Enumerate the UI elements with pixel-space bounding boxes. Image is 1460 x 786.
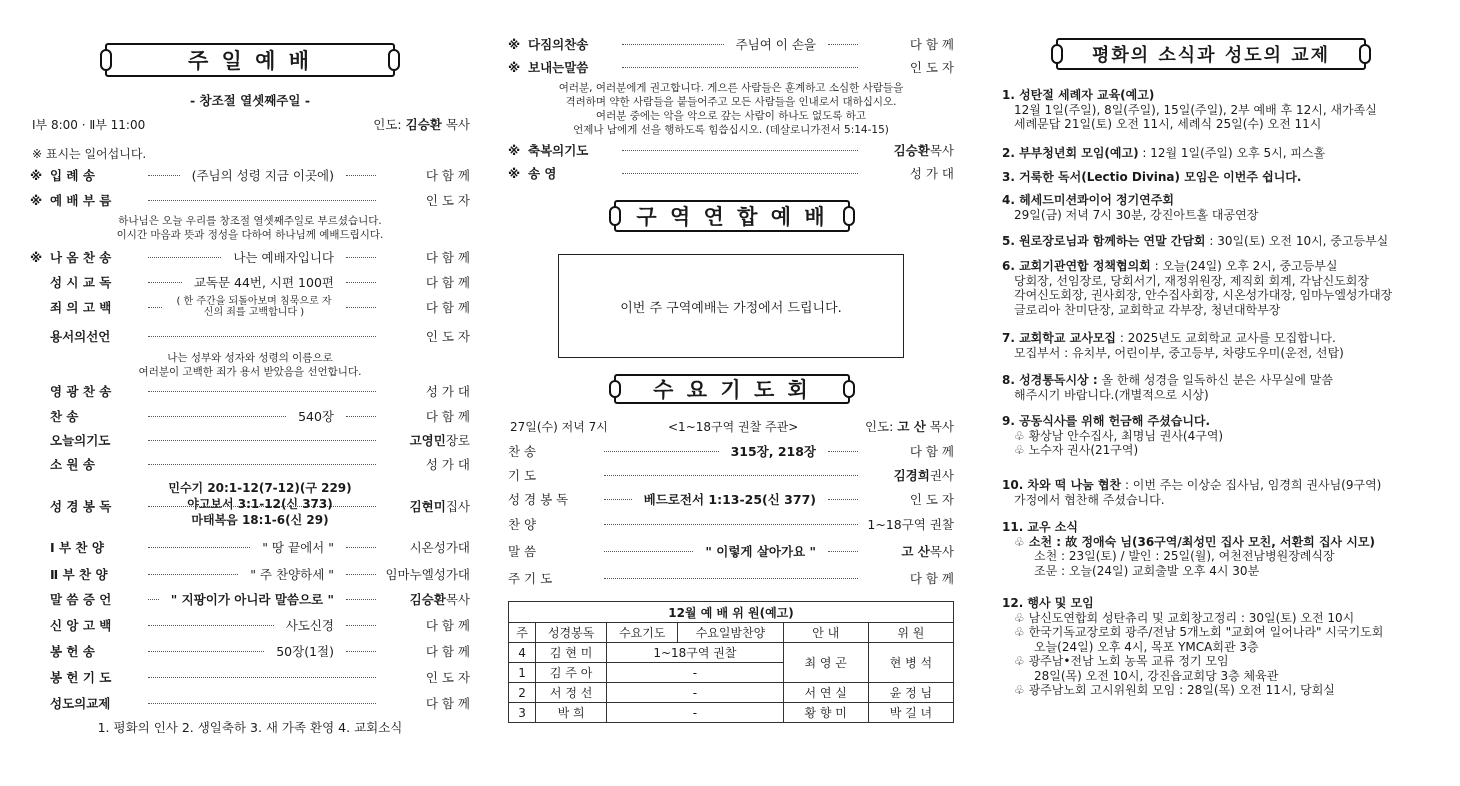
row-responsible	[382, 431, 470, 449]
wednesday-date: 27일(수) 저녁 7시	[510, 420, 608, 434]
row-detail: " 주 찬양하세 "	[250, 567, 334, 582]
news-heading: 10. 차와 떡 나눔 협찬	[1002, 478, 1122, 492]
row-responsible	[864, 466, 954, 484]
dot-leader	[828, 499, 858, 500]
row-label: 예 배 부 름	[50, 193, 112, 208]
row-label: 성 경 봉 독	[50, 499, 112, 514]
row-label: 오늘의기도	[50, 433, 111, 448]
service-times: Ⅰ부 8:00 · Ⅱ부 11:00	[32, 118, 146, 132]
news-heading: 9. 공동식사를 위해 헌금해 주셨습니다.	[1002, 414, 1211, 428]
responsible-role: 인 도 자	[425, 329, 470, 344]
leader-name: 김승환	[405, 117, 442, 132]
row-label: 용서의선언	[50, 329, 111, 344]
worship-row	[30, 642, 470, 660]
dot-leader	[828, 44, 858, 45]
news-item	[1002, 373, 1333, 402]
row-detail: " 이렇게 살아가요 "	[705, 544, 816, 559]
news-item	[1002, 414, 1223, 458]
worship-row	[508, 141, 954, 159]
responsible-role: 시온성가대	[409, 540, 470, 555]
header-member: 위 원	[868, 623, 953, 643]
banner-title: 평화의 소식과 성도의 교제	[1091, 45, 1331, 66]
worship-row	[508, 35, 954, 53]
table-title: 12월 예 배 위 원(예고)	[509, 602, 954, 623]
worship-row	[508, 466, 954, 484]
standing-mark: ※	[508, 165, 521, 181]
worship-row	[508, 442, 954, 460]
news-line: 28일(목) 오전 10시, 강진읍교회당 3층 체육관	[1034, 668, 1279, 683]
december-duty-table	[508, 601, 954, 723]
dot-leader	[148, 599, 159, 600]
row-label: 신 앙 고 백	[50, 618, 112, 633]
responsible-role: 다 함 께	[425, 696, 470, 711]
worship-row	[508, 58, 954, 76]
row-detail: 540장	[298, 409, 334, 424]
row-detail: " 땅 끝에서 "	[262, 540, 334, 555]
standing-mark: ※	[30, 167, 43, 183]
news-line: ♧ 소천 : 故 정애숙 님(36구역/최성민 집사 모친, 서환희 집사 시모)	[1014, 534, 1375, 549]
responsible-role: 다 함 께	[425, 409, 470, 424]
row-label: 보내는말씀	[528, 60, 589, 75]
worship-row	[30, 431, 470, 449]
responsible-role: 성 가 대	[425, 384, 470, 399]
table-header-row	[509, 623, 954, 643]
row-label: 성 경 봉 독	[508, 492, 569, 507]
responsible-name: 김경희	[893, 468, 930, 483]
news-heading-line	[1002, 373, 1333, 388]
row-responsible	[382, 668, 470, 686]
dot-leader	[148, 200, 376, 201]
responsible-role: 목사	[929, 143, 954, 158]
row-responsible	[864, 442, 954, 460]
responsible-role: 다 함 께	[425, 300, 470, 315]
scripture-1: 민수기 20:1-12(7-12)(구 229)	[168, 481, 352, 495]
row-label: 축복의기도	[528, 143, 589, 158]
news-item	[1002, 170, 1301, 185]
row-responsible	[864, 35, 954, 53]
news-item	[1002, 234, 1388, 249]
news-item	[1002, 596, 1383, 698]
subtitle: - 창조절 열셋째주일 -	[189, 93, 311, 108]
news-item	[1002, 193, 1258, 222]
sending-word-4: 언제나 남에게 선을 행하도록 힘씁십시오. (데살로니가전서 5:14-15)	[573, 124, 889, 136]
responsible-role: 인 도 자	[425, 670, 470, 685]
news-detail: : 30일(토) 오전 10시, 중고등부실	[1205, 234, 1389, 248]
dot-leader	[148, 416, 286, 417]
table-row: 1 김 주 아 -	[509, 663, 954, 683]
worship-row	[30, 407, 470, 425]
row-detail: 사도신경	[285, 618, 334, 633]
scripture-2: 야고보서 3:1-12(신 373)	[187, 497, 333, 511]
row-responsible	[382, 590, 470, 608]
header-wed-praise: 수요일밤찬양	[678, 623, 783, 643]
row-responsible	[382, 407, 470, 425]
dot-leader	[148, 625, 274, 626]
district-worship-banner	[614, 200, 850, 232]
row-responsible	[382, 327, 470, 345]
dot-leader	[148, 464, 376, 465]
dot-leader	[622, 150, 858, 151]
row-responsible	[382, 538, 470, 556]
worship-row	[30, 382, 470, 400]
dot-leader	[148, 282, 182, 283]
call-text-1: 하나님은 오늘 우리를 창조절 열셋째주일로 부르셨습니다.	[118, 215, 382, 227]
fellowship-footer: 1. 평화의 인사 2. 생일축하 3. 새 가족 환영 4. 교회소식	[97, 720, 403, 735]
row-responsible	[864, 58, 954, 76]
dot-leader	[148, 651, 264, 652]
worship-row	[30, 248, 470, 266]
row-label: 입 례 송	[50, 168, 95, 183]
responsible-role: 성 가 대	[425, 457, 470, 472]
row-label: Ⅰ 부 찬 양	[50, 540, 104, 555]
responsible-name: 고영민	[409, 433, 446, 448]
news-heading-line	[1002, 234, 1388, 249]
news-detail: : 이번 주는 이상순 집사님, 임경희 권사님(9구역)	[1121, 478, 1382, 492]
header-guide: 안 내	[783, 623, 868, 643]
dot-leader	[346, 175, 376, 176]
dot-leader	[148, 336, 376, 337]
responsible-role: 인 도 자	[909, 492, 954, 507]
news-item	[1002, 259, 1392, 317]
row-label: 말 씀	[508, 544, 537, 559]
dot-leader	[148, 547, 250, 548]
row-label: Ⅱ 부 찬 양	[50, 567, 108, 582]
responsible-role: 다 함 께	[425, 618, 470, 633]
center-column	[508, 0, 954, 786]
row-responsible	[382, 497, 470, 515]
dot-leader	[346, 307, 376, 308]
news-line: 가정에서 협찬해 주셨습니다.	[1014, 492, 1165, 507]
dot-leader	[604, 499, 632, 500]
dot-leader	[622, 44, 724, 45]
standing-mark: ※	[30, 192, 43, 208]
responsible-name: 김승환	[409, 592, 446, 607]
dot-leader	[604, 578, 858, 579]
sending-word-3: 여러분 중에는 악을 악으로 갚는 사람이 하나도 없도록 하고	[595, 110, 867, 122]
worship-row	[508, 542, 954, 560]
news-line: 오늘(24일) 오후 4시, 목포 YMCA회관 3층	[1034, 639, 1259, 654]
row-responsible	[382, 642, 470, 660]
worship-row	[508, 515, 954, 533]
row-detail: 교독문 44번, 시편 100편	[193, 275, 334, 290]
news-heading-line	[1002, 478, 1381, 493]
worship-row	[30, 327, 470, 345]
worship-row	[508, 569, 954, 587]
news-line: 해주시기 바랍니다.(개별적으로 시상)	[1014, 387, 1209, 402]
worship-row	[30, 191, 470, 209]
news-item	[1002, 331, 1344, 360]
dot-leader	[346, 651, 376, 652]
responsible-role: 장로	[445, 433, 470, 448]
worship-row	[30, 538, 470, 556]
news-heading: 8. 성경통독시상 :	[1002, 373, 1098, 387]
row-responsible	[382, 694, 470, 712]
dot-leader	[148, 391, 376, 392]
worship-row	[30, 273, 470, 291]
dot-leader	[604, 475, 858, 476]
responsible-name: 고 산	[901, 544, 930, 559]
dot-leader	[622, 173, 858, 174]
banner-title: 주 일 예 배	[187, 48, 313, 73]
responsible-role: 1~18구역 권찰	[867, 517, 954, 532]
row-responsible	[864, 164, 954, 182]
table-row: 3 박 희 - 황 향 미 박 길 녀	[509, 703, 954, 723]
responsible-role: 임마누엘성가대	[385, 567, 470, 582]
row-detail: (주님의 성령 지금 이곳에)	[191, 168, 334, 183]
news-line: ♧ 노수자 권사(21구역)	[1014, 443, 1139, 457]
row-label: 죄 의 고 백	[50, 300, 112, 315]
responsible-role: 다 함 께	[425, 644, 470, 659]
standing-mark: ※	[30, 249, 43, 265]
row-label: 주 기 도	[508, 571, 553, 586]
sending-word-2: 격려하며 약한 사람들을 붙들어주고 모든 사람들을 인내로서 대하십시오.	[565, 96, 897, 108]
row-label: 성도의교제	[50, 696, 111, 711]
news-heading-line	[1002, 88, 1377, 103]
news-line: 12월 1일(주일), 8일(주일), 15일(주일), 2부 예배 후 12시, 새가족실	[1014, 102, 1377, 117]
news-line: 각여신도회장, 권사회장, 안수집사회장, 시온성가대장, 임마누엘성가대장	[1014, 288, 1393, 302]
news-heading: 11. 교우 소식	[1002, 520, 1078, 534]
news-item	[1002, 146, 1325, 161]
news-line: ♧ 남신도연합회 성탄츄리 및 교회창고정리 : 30일(토) 오전 10시	[1014, 610, 1355, 625]
news-detail: : 2025년도 교회학교 교사를 모집합니다.	[1116, 331, 1336, 345]
row-label: 찬 송	[508, 444, 537, 459]
responsible-name: 김승환	[893, 143, 930, 158]
worship-row	[30, 590, 470, 608]
row-detail: 베드로전서 1:13-25(신 377)	[643, 492, 816, 507]
news-column	[1002, 0, 1438, 786]
standing-mark: ※	[508, 59, 521, 75]
row-detail: " 지팡이가 아니라 말씀으로 "	[170, 592, 334, 607]
row-label: 영 광 찬 송	[50, 384, 112, 399]
worship-order-column	[30, 0, 470, 786]
news-heading-line	[1002, 146, 1325, 161]
news-heading-line	[1002, 193, 1258, 208]
news-item	[1002, 520, 1375, 578]
news-heading-line	[1002, 331, 1344, 346]
row-detail: 주님여 이 손을	[735, 37, 816, 52]
row-label: 찬 양	[508, 517, 537, 532]
row-detail: ( 한 주간을 되돌아보며 침묵으로 자신의 죄를 고백합니다 )	[176, 296, 332, 318]
row-label: 다짐의찬송	[528, 37, 589, 52]
dot-leader	[148, 257, 221, 258]
wednesday-prayer-banner	[614, 374, 850, 404]
news-line: 소천 : 23일(토) / 발인 : 25일(월), 여천전남병원장례식장	[1034, 549, 1335, 563]
header-wed-prayer: 수요기도	[607, 623, 678, 643]
responsible-role: 인 도 자	[909, 60, 954, 75]
news-line: ♧ 한국기독교장로회 광주/전남 5개노회 "교회여 일어나라" 시국기도회	[1014, 625, 1384, 639]
banner-title: 수 요 기 도 회	[653, 377, 811, 402]
responsible-role: 다 함 께	[425, 250, 470, 265]
responsible-role: 다 함 께	[425, 168, 470, 183]
worship-row	[30, 455, 470, 473]
news-heading: 2. 부부청년회 모임(예고)	[1002, 146, 1139, 160]
news-heading-line	[1002, 170, 1301, 185]
worship-row	[508, 164, 954, 182]
row-responsible	[382, 565, 470, 583]
news-heading: 3. 거룩한 독서(Lectio Divina) 모임은 이번주 쉽니다.	[1002, 170, 1302, 184]
news-detail: 올 한해 성경을 일독하신 분은 사무실에 말씀	[1097, 373, 1333, 387]
worship-row	[30, 565, 470, 583]
worship-row	[30, 694, 470, 712]
row-responsible	[864, 569, 954, 587]
news-detail: : 12월 1일(주일) 오후 5시, 피스홀	[1138, 146, 1326, 160]
worship-row	[30, 668, 470, 686]
dot-leader	[148, 307, 162, 308]
worship-row	[30, 166, 470, 184]
responsible-role: 다 함 께	[909, 444, 954, 459]
row-label: 송 영	[528, 166, 557, 181]
dot-leader	[346, 416, 376, 417]
row-responsible	[864, 141, 954, 159]
responsible-role: 권사	[929, 468, 954, 483]
wednesday-host: <1~18구역 권찰 주관>	[668, 420, 799, 434]
news-heading-line	[1002, 259, 1392, 274]
responsible-role: 다 함 께	[909, 37, 954, 52]
responsible-role: 다 함 께	[909, 571, 954, 586]
dot-leader	[148, 175, 180, 176]
row-responsible	[382, 248, 470, 266]
row-label: 소 원 송	[50, 457, 95, 472]
row-label: 기 도	[508, 468, 537, 483]
standing-mark: ※	[508, 36, 521, 52]
row-responsible	[382, 191, 470, 209]
responsible-role: 집사	[445, 499, 470, 514]
dot-leader	[604, 524, 858, 525]
row-label: 나 옴 찬 송	[50, 250, 112, 265]
news-line: 글로리아 찬미단장, 교회학교 각부장, 청년대학부장	[1014, 302, 1281, 317]
news-banner	[1056, 38, 1366, 70]
news-item	[1002, 478, 1381, 507]
news-line: ♧ 광주남노회 고시위원회 모임 : 28일(목) 오전 11시, 당회실	[1014, 683, 1335, 697]
news-heading: 6. 교회기관연합 정책협의회	[1002, 259, 1151, 273]
row-responsible	[864, 490, 954, 508]
dot-leader	[604, 451, 719, 452]
news-detail: : 오늘(24일) 오후 2시, 중고등부실	[1150, 259, 1338, 273]
district-notice-box	[558, 254, 904, 358]
news-line: ♧ 광주남•전남 노회 농목 교류 정기 모임	[1014, 654, 1229, 668]
header-reader: 성경봉독	[536, 623, 607, 643]
news-line: 세례문답 21일(토) 오전 11시, 세례식 25일(수) 오전 11시	[1014, 117, 1322, 131]
row-responsible	[382, 298, 470, 316]
banner-title: 구 역 연 합 예 배	[636, 204, 828, 229]
row-detail: 50장(1절)	[276, 644, 334, 659]
news-line: 29일(금) 저녁 7시 30분, 강진아트홀 대공연장	[1014, 207, 1259, 222]
standing-mark: ※	[508, 142, 521, 158]
news-heading: 12. 행사 및 모임	[1002, 596, 1094, 610]
news-heading-line	[1002, 414, 1223, 429]
row-responsible	[382, 616, 470, 634]
dot-leader	[604, 551, 693, 552]
row-responsible	[864, 542, 954, 560]
news-heading-line	[1002, 520, 1375, 535]
news-line: 조문 : 오늘(24일) 교회출발 오후 4시 30분	[1034, 563, 1260, 578]
dot-leader	[346, 547, 376, 548]
leader: 인도: 김승환 목사	[373, 117, 470, 132]
call-text-2: 이시간 마음과 뜻과 정성을 다하여 하나님께 예배드립시다.	[116, 229, 384, 241]
responsible-role: 다 함 께	[425, 275, 470, 290]
dot-leader	[622, 67, 858, 68]
sunday-worship-banner	[105, 43, 395, 77]
row-label: 봉 헌 기 도	[50, 670, 112, 685]
row-label: 봉 헌 송	[50, 644, 95, 659]
dot-leader	[148, 677, 376, 678]
news-line: ♧ 황상남 안수집사, 최명님 권사(4구역)	[1014, 428, 1224, 443]
row-detail: 315장, 218장	[730, 444, 816, 459]
row-responsible	[864, 515, 954, 533]
row-label: 말 씀 증 언	[50, 592, 112, 607]
responsible-name: 김현미	[409, 499, 446, 514]
dot-leader	[346, 574, 376, 575]
news-line: 모집부서 : 유치부, 어린이부, 중고등부, 차량도우미(운전, 선탑)	[1014, 345, 1344, 360]
dot-leader	[346, 282, 376, 283]
dot-leader	[148, 574, 238, 575]
news-heading: 4. 헤세드미션콰이어 정기연주회	[1002, 193, 1174, 207]
dot-leader	[828, 451, 858, 452]
table-row: 4 김 현 미 1~18구역 권찰 최 영 곤 현 병 석	[509, 643, 954, 663]
worship-row	[30, 616, 470, 634]
row-label: 찬 송	[50, 409, 79, 424]
responsible-role: 성 가 대	[909, 166, 954, 181]
dot-leader	[148, 703, 376, 704]
district-notice: 이번 주 구역예배는 가정에서 드립니다.	[620, 300, 842, 316]
worship-row	[508, 490, 954, 508]
table-row: 2 서 정 선 - 서 연 실 윤 정 님	[509, 683, 954, 703]
dot-leader	[148, 440, 376, 441]
news-line: 당회장, 선임장로, 당회서기, 재정위원장, 제직회 회계, 각남신도회장	[1014, 273, 1369, 288]
news-heading: 5. 원로장로님과 함께하는 연말 간담회	[1002, 234, 1206, 248]
absolution-text-1: 나는 성부와 성자와 성령의 이름으로	[167, 352, 333, 364]
absolution-text-2: 여러분이 고백한 죄가 용서 받았음을 선언합니다.	[138, 366, 362, 378]
responsible-role: 목사	[445, 592, 470, 607]
news-heading: 7. 교회학교 교사모집	[1002, 331, 1117, 345]
row-label: 성 시 교 독	[50, 275, 112, 290]
sending-word-1: 여러분, 여러분에게 권고합니다. 게으른 사람들은 훈계하고 소심한 사람들을	[558, 82, 904, 94]
row-responsible	[382, 166, 470, 184]
worship-row	[30, 298, 470, 316]
news-heading: 1. 성탄절 세례자 교육(예고)	[1002, 88, 1155, 102]
dot-leader	[346, 599, 376, 600]
row-detail: 나는 예배자입니다	[233, 250, 334, 265]
row-responsible	[382, 382, 470, 400]
responsible-role: 목사	[929, 544, 954, 559]
news-item	[1002, 88, 1377, 132]
row-responsible	[382, 273, 470, 291]
row-responsible	[382, 455, 470, 473]
responsible-role: 인 도 자	[425, 193, 470, 208]
dot-leader	[828, 551, 858, 552]
dot-leader	[346, 257, 376, 258]
scripture-3: 마태복음 18:1-6(신 29)	[191, 513, 329, 527]
dot-leader	[346, 625, 376, 626]
wednesday-leader: 인도: 고 산 목사	[864, 419, 954, 434]
header-week: 주	[509, 623, 536, 643]
news-heading-line	[1002, 596, 1383, 611]
standing-note: ※ 표시는 일어섭니다.	[32, 147, 147, 161]
